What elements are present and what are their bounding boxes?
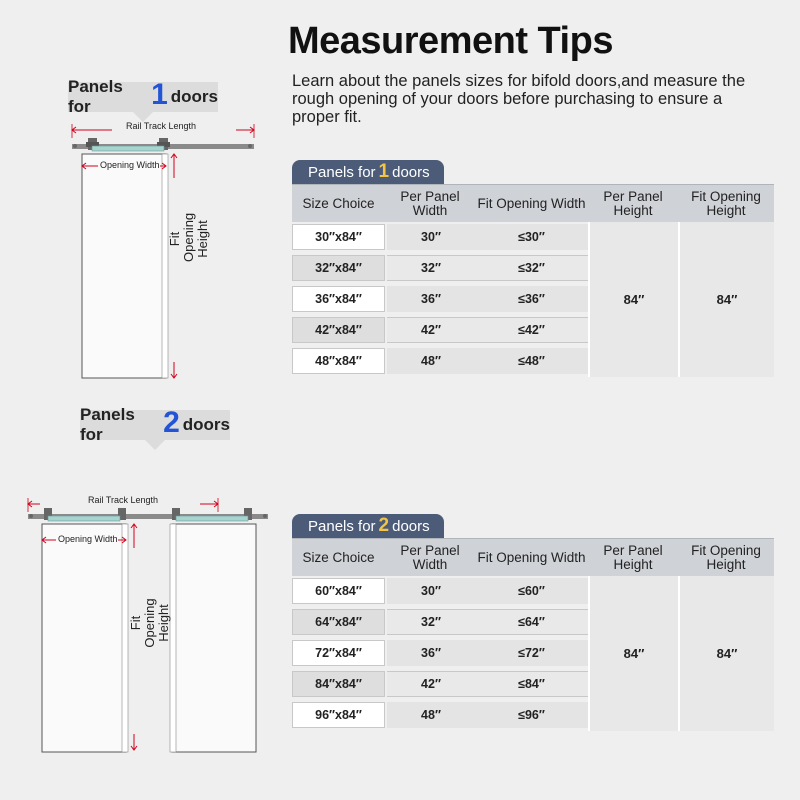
label-suffix: doors (182, 415, 230, 434)
header-per-panel-width: Per Panel Width (400, 542, 460, 572)
cell-panel-height: 84′′ (588, 576, 678, 731)
opening-width-label: Opening Width (100, 160, 160, 170)
table-body (292, 222, 774, 377)
cell-size: 96′′x84′′ (292, 702, 385, 728)
tab-suffix: doors (392, 517, 430, 535)
header-fit-opening-height: Fit Opening Height (691, 188, 761, 218)
fit-height-label (129, 593, 171, 653)
size-table-1 (292, 160, 774, 377)
cell-panel-width: 48′′ (387, 702, 475, 728)
label-number: 1 (151, 78, 168, 111)
label-number: 2 (163, 406, 180, 439)
header-fit-opening-width: Fit Opening Width (477, 195, 586, 211)
cell-size: 60′′x84′′ (292, 578, 385, 604)
page-title: Measurement Tips (288, 20, 613, 62)
cell-panel-width: 32′′ (387, 255, 475, 281)
tab-suffix: doors (392, 163, 430, 181)
label-suffix: doors (170, 87, 218, 106)
cell-fit-width: ≤64′′ (475, 609, 588, 635)
page-subtitle: Learn about the panels sizes for bifold doors,and measure the rough opening of your doors before purchasing to ensure a proper fit. (292, 72, 746, 126)
cell-size: 36′′x84′′ (292, 286, 385, 312)
cell-fit-width: ≤36′′ (475, 286, 588, 312)
cell-fit-width: ≤72′′ (475, 640, 588, 666)
header-per-panel-width: Per Panel Width (400, 188, 460, 218)
cell-size: 64′′x84′′ (292, 609, 385, 635)
fit-height-label (167, 212, 210, 262)
rail-track-label: Rail Track Length (126, 121, 197, 131)
fit-height-label-line1: Fit Opening (128, 598, 157, 648)
tab-prefix: Panels for (308, 163, 376, 181)
tab-number: 2 (378, 515, 390, 536)
cell-panel-width: 30′′ (387, 224, 475, 250)
fit-height-label-line1: Fit Opening (167, 212, 196, 262)
cell-panel-width: 30′′ (387, 578, 475, 604)
opening-width-label: Opening Width (58, 534, 118, 544)
cell-panel-width: 36′′ (387, 286, 475, 312)
cell-size: 42′′x84′′ (292, 317, 385, 343)
cell-panel-width: 42′′ (387, 317, 475, 343)
cell-fit-width: ≤32′′ (475, 255, 588, 281)
cell-fit-width: ≤48′′ (475, 348, 588, 374)
header-fit-opening-width: Fit Opening Width (477, 549, 586, 565)
cell-panel-height: 84′′ (588, 222, 678, 377)
cell-size: 84′′x84′′ (292, 671, 385, 697)
door-diagram-2 (22, 492, 272, 762)
table-header (292, 538, 774, 576)
rail-track-label: Rail Track Length (88, 495, 159, 505)
cell-size: 32′′x84′′ (292, 255, 385, 281)
cell-panel-width: 48′′ (387, 348, 475, 374)
cell-fit-height: 84′′ (678, 222, 774, 377)
table-tab (292, 514, 444, 538)
header-size-choice: Size Choice (302, 195, 375, 211)
header-fit-opening-height: Fit Opening Height (691, 542, 761, 572)
door-diagram-1 (58, 118, 258, 388)
cell-panel-width: 36′′ (387, 640, 475, 666)
table-body (292, 576, 774, 731)
table-header (292, 184, 774, 222)
cell-size: 30′′x84′′ (292, 224, 385, 250)
header-size-choice: Size Choice (302, 549, 375, 565)
cell-fit-width: ≤60′′ (475, 578, 588, 604)
cell-fit-width: ≤30′′ (475, 224, 588, 250)
cell-size: 72′′x84′′ (292, 640, 385, 666)
cell-panel-width: 32′′ (387, 609, 475, 635)
fit-height-label-line2: Height (156, 604, 171, 642)
cell-fit-width: ≤42′′ (475, 317, 588, 343)
tab-prefix: Panels for (308, 517, 376, 535)
size-table-2 (292, 514, 774, 731)
label-prefix: Panels for (68, 77, 123, 116)
cell-panel-width: 42′′ (387, 671, 475, 697)
fit-height-label-line2: Height (195, 220, 210, 258)
table-tab (292, 160, 444, 184)
panels-1-label (68, 77, 218, 116)
tab-number: 1 (378, 161, 390, 182)
header-per-panel-height: Per Panel Height (603, 188, 663, 218)
cell-fit-width: ≤96′′ (475, 702, 588, 728)
cell-size: 48′′x84′′ (292, 348, 385, 374)
label-prefix: Panels for (80, 405, 135, 444)
cell-fit-width: ≤84′′ (475, 671, 588, 697)
panels-2-label (80, 405, 230, 444)
header-per-panel-height: Per Panel Height (603, 542, 663, 572)
cell-fit-height: 84′′ (678, 576, 774, 731)
